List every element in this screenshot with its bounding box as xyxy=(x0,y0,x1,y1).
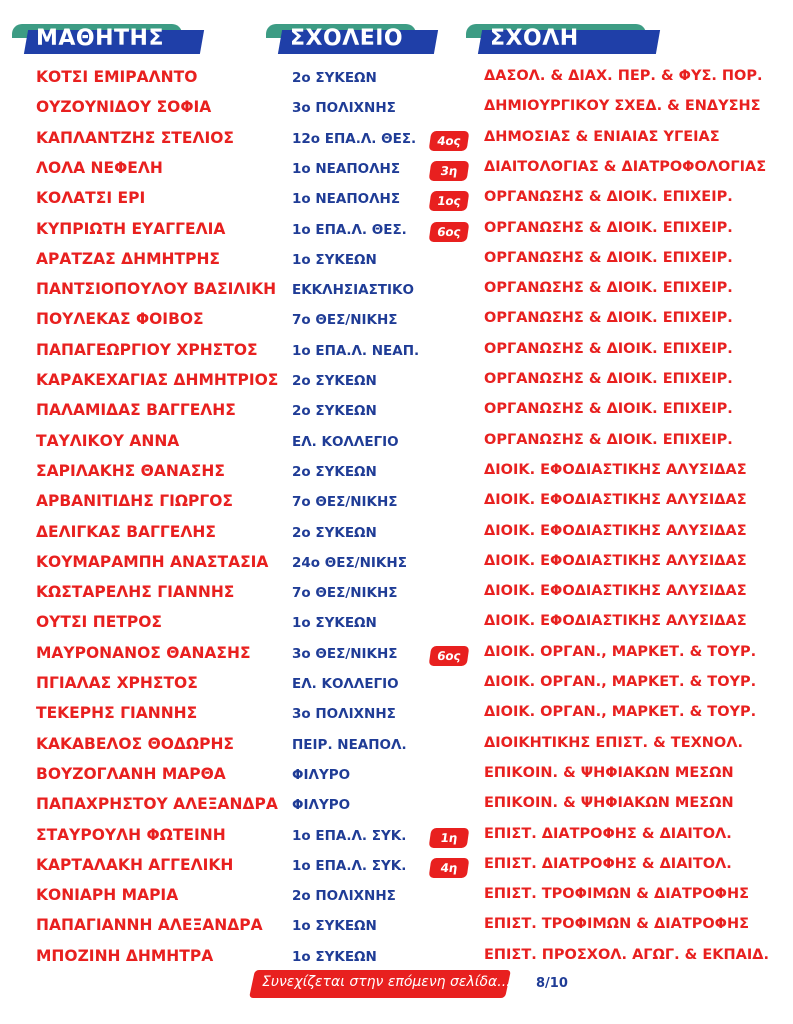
student-name: ΠΟΥΛΕΚΑΣ ΦΟΙΒΟΣ xyxy=(36,310,204,329)
result-row xyxy=(0,670,793,700)
result-row xyxy=(0,94,793,124)
student-name: ΚΟΝΙΑΡΗ ΜΑΡΙΑ xyxy=(36,886,179,905)
result-row xyxy=(0,246,793,276)
school-name: 3ο ΠΟΛΙΧΝΗΣ xyxy=(292,100,396,117)
header-faculty-label: ΣΧΟΛΗ xyxy=(490,26,579,51)
header-student-label: ΜΑΘΗΤΗΣ xyxy=(36,26,164,51)
result-row xyxy=(0,731,793,761)
continue-text: Συνεχίζεται στην επόμενη σελίδα... xyxy=(262,974,511,990)
school-name: 2ο ΣΥΚΕΩΝ xyxy=(292,403,377,420)
school-name: ΕΛ. ΚΟΛΛΕΓΙΟ xyxy=(292,676,399,692)
school-name: 2ο ΣΥΚΕΩΝ xyxy=(292,373,377,389)
result-row xyxy=(0,367,793,397)
faculty-name: ΟΡΓΑΝΩΣΗΣ & ΔΙΟΙΚ. ΕΠΙΧΕΙΡ. xyxy=(484,219,733,236)
faculty-name: ΕΠΙΚΟΙΝ. & ΨΗΦΙΑΚΩΝ ΜΕΣΩΝ xyxy=(484,795,734,812)
result-row xyxy=(0,306,793,336)
faculty-name: ΔΑΣΟΛ. & ΔΙΑΧ. ΠΕΡ. & ΦΥΣ. ΠΟΡ. xyxy=(484,68,763,84)
rank-badge: 6ος xyxy=(429,646,470,666)
student-name: ΠΑΝΤΣΙΟΠΟΥΛΟΥ ΒΑΣΙΛΙΚΗ xyxy=(36,280,277,299)
result-row xyxy=(0,458,793,488)
result-row xyxy=(0,185,793,215)
school-name: 1ο ΕΠΑ.Λ. ΣΥΚ. xyxy=(292,827,407,844)
result-row xyxy=(0,943,793,973)
school-name: ΦΙΛΥΡΟ xyxy=(292,797,351,814)
school-name: 3ο ΠΟΛΙΧΝΗΣ xyxy=(292,706,396,723)
student-name: ΚΑΡΑΚΕΧΑΓΙΑΣ ΔΗΜΗΤΡΙΟΣ xyxy=(36,371,279,389)
faculty-name: ΕΠΙΣΤ. ΔΙΑΤΡΟΦΗΣ & ΔΙΑΙΤΟΛ. xyxy=(484,855,732,872)
student-name: ΠΑΛΑΜΙΔΑΣ ΒΑΓΓΕΛΗΣ xyxy=(36,401,236,420)
page-number: 8/10 xyxy=(536,976,568,991)
school-name: 1ο ΕΠΑ.Λ. ΘΕΣ. xyxy=(292,221,407,238)
faculty-name: ΔΙΟΙΚ. ΕΦΟΔΙΑΣΤΙΚΗΣ ΑΛΥΣΙΔΑΣ xyxy=(484,492,747,509)
result-row xyxy=(0,761,793,791)
result-row xyxy=(0,609,793,639)
result-row xyxy=(0,549,793,579)
school-name: 12ο ΕΠΑ.Λ. ΘΕΣ. xyxy=(292,130,417,147)
header-faculty xyxy=(466,24,658,54)
result-row xyxy=(0,337,793,367)
student-name: ΜΑΥΡΟΝΑΝΟΣ ΘΑΝΑΣΗΣ xyxy=(36,643,251,662)
faculty-name: ΕΠΙΣΤ. ΤΡΟΦΙΜΩΝ & ΔΙΑΤΡΟΦΗΣ xyxy=(484,886,750,903)
school-name: 2ο ΣΥΚΕΩΝ xyxy=(292,463,377,480)
result-row xyxy=(0,579,793,609)
student-name: ΚΑΠΛΑΝΤΖΗΣ ΣΤΕΛΙΟΣ xyxy=(36,128,234,147)
student-name: ΑΡΒΑΝΙΤΙΔΗΣ ΓΙΩΡΓΟΣ xyxy=(36,492,234,511)
rank-badge: 1η xyxy=(429,828,470,848)
faculty-name: ΟΡΓΑΝΩΣΗΣ & ΔΙΟΙΚ. ΕΠΙΧΕΙΡ. xyxy=(484,280,733,297)
result-row xyxy=(0,519,793,549)
faculty-name: ΕΠΙΣΤ. ΔΙΑΤΡΟΦΗΣ & ΔΙΑΙΤΟΛ. xyxy=(484,825,732,842)
student-name: ΔΕΛΙΓΚΑΣ ΒΑΓΓΕΛΗΣ xyxy=(36,522,216,541)
rank-badge: 4ος xyxy=(429,131,470,151)
student-name: ΑΡΑΤΖΑΣ ΔΗΜΗΤΡΗΣ xyxy=(36,249,221,268)
faculty-name: ΔΙΟΙΚ. ΕΦΟΔΙΑΣΤΙΚΗΣ ΑΛΥΣΙΔΑΣ xyxy=(484,522,747,539)
faculty-name: ΕΠΙΚΟΙΝ. & ΨΗΦΙΑΚΩΝ ΜΕΣΩΝ xyxy=(484,764,734,781)
school-name: 1ο ΣΥΚΕΩΝ xyxy=(292,615,377,632)
result-row xyxy=(0,397,793,427)
student-name: ΠΓΙΑΛΑΣ ΧΡΗΣΤΟΣ xyxy=(36,674,198,692)
faculty-name: ΟΡΓΑΝΩΣΗΣ & ΔΙΟΙΚ. ΕΠΙΧΕΙΡ. xyxy=(484,189,733,206)
faculty-name: ΟΡΓΑΝΩΣΗΣ & ΔΙΟΙΚ. ΕΠΙΧΕΙΡ. xyxy=(484,249,733,266)
school-name: 1ο ΣΥΚΕΩΝ xyxy=(292,948,377,965)
faculty-name: ΔΙΟΙΚ. ΟΡΓΑΝ., ΜΑΡΚΕΤ. & ΤΟΥΡ. xyxy=(484,674,757,690)
student-name: ΚΥΠΡΙΩΤΗ ΕΥΑΓΓΕΛΙΑ xyxy=(36,219,226,238)
rank-badge: 3η xyxy=(429,161,470,181)
result-row xyxy=(0,852,793,882)
faculty-name: ΔΙΟΙΚΗΤΙΚΗΣ ΕΠΙΣΤ. & ΤΕΧΝΟΛ. xyxy=(484,734,743,751)
student-name: ΚΟΤΣΙ ΕΜΙΡΑΛΝΤΟ xyxy=(36,68,198,86)
school-name: 3ο ΘΕΣ/ΝΙΚΗΣ xyxy=(292,645,398,662)
rank-badge: 4η xyxy=(429,858,470,878)
student-name: ΚΩΣΤΑΡΕΛΗΣ ΓΙΑΝΝΗΣ xyxy=(36,583,235,602)
school-name: ΕΛ. ΚΟΛΛΕΓΙΟ xyxy=(292,433,399,450)
student-name: ΣΤΑΥΡΟΥΛΗ ΦΩΤΕΙΝΗ xyxy=(36,825,226,844)
header-student xyxy=(12,24,204,54)
student-name: ΚΑΚΑΒΕΛΟΣ ΘΟΔΩΡΗΣ xyxy=(36,734,235,753)
faculty-name: ΔΙΑΙΤΟΛΟΓΙΑΣ & ΔΙΑΤΡΟΦΟΛΟΓΙΑΣ xyxy=(484,158,767,175)
faculty-name: ΔΗΜΙΟΥΡΓΙΚΟΥ ΣΧΕΔ. & ΕΝΔΥΣΗΣ xyxy=(484,98,761,115)
school-name: ΕΚΚΛΗΣΙΑΣΤΙΚΟ xyxy=(292,282,414,299)
student-name: ΟΥΖΟΥΝΙΔΟΥ ΣΟΦΙΑ xyxy=(36,98,212,117)
rank-badge: 6ος xyxy=(429,222,470,242)
result-row xyxy=(0,155,793,185)
student-name: ΟΥΤΣΙ ΠΕΤΡΟΣ xyxy=(36,613,162,632)
school-name: 1ο ΣΥΚΕΩΝ xyxy=(292,918,377,935)
student-name: ΤΑΥΛΙΚΟΥ ΑΝΝΑ xyxy=(36,431,180,450)
result-row xyxy=(0,912,793,942)
faculty-name: ΟΡΓΑΝΩΣΗΣ & ΔΙΟΙΚ. ΕΠΙΧΕΙΡ. xyxy=(484,401,733,418)
school-name: 1ο ΣΥΚΕΩΝ xyxy=(292,251,377,268)
school-name: 24ο ΘΕΣ/ΝΙΚΗΣ xyxy=(292,554,407,571)
result-row xyxy=(0,640,793,670)
school-name: ΠΕΙΡ. ΝΕΑΠΟΛ. xyxy=(292,736,407,753)
faculty-name: ΔΙΟΙΚ. ΕΦΟΔΙΑΣΤΙΚΗΣ ΑΛΥΣΙΔΑΣ xyxy=(484,613,747,630)
student-name: ΣΑΡΙΛΑΚΗΣ ΘΑΝΑΣΗΣ xyxy=(36,461,225,480)
student-name: ΚΑΡΤΑΛΑΚΗ ΑΓΓΕΛΙΚΗ xyxy=(36,855,234,874)
school-name: 7ο ΘΕΣ/ΝΙΚΗΣ xyxy=(292,312,398,329)
faculty-name: ΔΙΟΙΚ. ΟΡΓΑΝ., ΜΑΡΚΕΤ. & ΤΟΥΡ. xyxy=(484,704,757,721)
school-name: 2ο ΣΥΚΕΩΝ xyxy=(292,524,377,541)
result-row xyxy=(0,216,793,246)
school-name: ΦΙΛΥΡΟ xyxy=(292,766,351,783)
faculty-name: ΟΡΓΑΝΩΣΗΣ & ΔΙΟΙΚ. ΕΠΙΧΕΙΡ. xyxy=(484,431,733,448)
school-name: 2ο ΠΟΛΙΧΝΗΣ xyxy=(292,888,396,905)
faculty-name: ΕΠΙΣΤ. ΠΡΟΣΧΟΛ. ΑΓΩΓ. & ΕΚΠΑΙΔ. xyxy=(484,946,769,963)
student-name: ΛΟΛΑ ΝΕΦΕΛΗ xyxy=(36,158,163,177)
result-row xyxy=(0,488,793,518)
header-school-label: ΣΧΟΛΕΙΟ xyxy=(290,26,404,51)
faculty-name: ΔΙΟΙΚ. ΟΡΓΑΝ., ΜΑΡΚΕΤ. & ΤΟΥΡ. xyxy=(484,643,757,660)
student-name: ΤΕΚΕΡΗΣ ΓΙΑΝΝΗΣ xyxy=(36,704,198,723)
result-row xyxy=(0,882,793,912)
header-school xyxy=(266,24,438,54)
faculty-name: ΔΙΟΙΚ. ΕΦΟΔΙΑΣΤΙΚΗΣ ΑΛΥΣΙΔΑΣ xyxy=(484,461,747,478)
faculty-name: ΟΡΓΑΝΩΣΗΣ & ΔΙΟΙΚ. ΕΠΙΧΕΙΡ. xyxy=(484,340,733,357)
faculty-name: ΔΙΟΙΚ. ΕΦΟΔΙΑΣΤΙΚΗΣ ΑΛΥΣΙΔΑΣ xyxy=(484,583,747,600)
result-row xyxy=(0,791,793,821)
student-name: ΠΑΠΑΧΡΗΣΤΟΥ ΑΛΕΞΑΝΔΡΑ xyxy=(36,795,278,814)
school-name: 7ο ΘΕΣ/ΝΙΚΗΣ xyxy=(292,585,398,602)
student-name: ΜΠΟΖΙΝΗ ΔΗΜΗΤΡΑ xyxy=(36,946,214,965)
student-name: ΚΟΛΑΤΣΙ ΕΡΙ xyxy=(36,189,146,208)
result-row xyxy=(0,700,793,730)
school-name: 7ο ΘΕΣ/ΝΙΚΗΣ xyxy=(292,494,398,511)
result-row xyxy=(0,125,793,155)
faculty-name: ΟΡΓΑΝΩΣΗΣ & ΔΙΟΙΚ. ΕΠΙΧΕΙΡ. xyxy=(484,371,733,387)
student-name: ΒΟΥΖΟΓΛΑΝΗ ΜΑΡΘΑ xyxy=(36,764,226,783)
faculty-name: ΔΗΜΟΣΙΑΣ & ΕΝΙΑΙΑΣ ΥΓΕΙΑΣ xyxy=(484,128,720,145)
school-name: 2ο ΣΥΚΕΩΝ xyxy=(292,70,377,86)
student-name: ΚΟΥΜΑΡΑΜΠΗ ΑΝΑΣΤΑΣΙΑ xyxy=(36,552,269,571)
student-name: ΠΑΠΑΓΙΑΝΝΗ ΑΛΕΞΑΝΔΡΑ xyxy=(36,916,263,935)
result-row xyxy=(0,428,793,458)
result-row xyxy=(0,822,793,852)
faculty-name: ΕΠΙΣΤ. ΤΡΟΦΙΜΩΝ & ΔΙΑΤΡΟΦΗΣ xyxy=(484,916,750,933)
faculty-name: ΟΡΓΑΝΩΣΗΣ & ΔΙΟΙΚ. ΕΠΙΧΕΙΡ. xyxy=(484,310,733,327)
school-name: 1ο ΝΕΑΠΟΛΗΣ xyxy=(292,191,401,208)
result-row xyxy=(0,276,793,306)
school-name: 1ο ΝΕΑΠΟΛΗΣ xyxy=(292,160,401,177)
rank-badge: 1ος xyxy=(429,191,470,211)
school-name: 1ο ΕΠΑ.Λ. ΣΥΚ. xyxy=(292,857,407,874)
student-name: ΠΑΠΑΓΕΩΡΓΙΟΥ ΧΡΗΣΤΟΣ xyxy=(36,340,258,359)
faculty-name: ΔΙΟΙΚ. ΕΦΟΔΙΑΣΤΙΚΗΣ ΑΛΥΣΙΔΑΣ xyxy=(484,552,747,569)
result-row xyxy=(0,64,793,94)
school-name: 1ο ΕΠΑ.Λ. ΝΕΑΠ. xyxy=(292,342,420,359)
